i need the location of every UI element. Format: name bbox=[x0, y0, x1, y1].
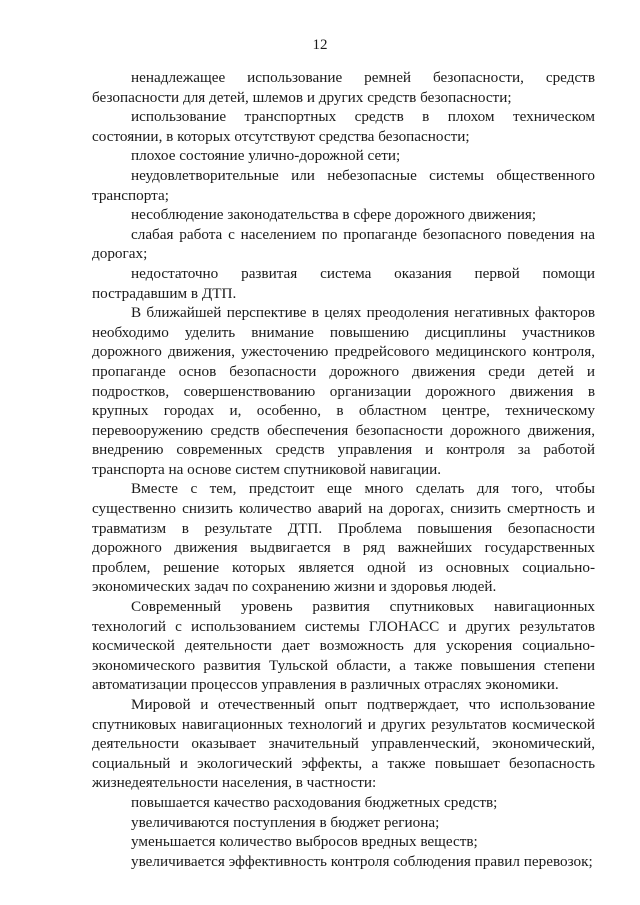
list-item: ненадлежащее использование ремней безопасности, средств безопасности для детей, шлемов и других средств безопасности; bbox=[92, 69, 595, 106]
paragraph: Мировой и отечественный опыт подтверждает, что использование спутниковых навигационных технологий и других результатов космической деятельности оказывает значительный управленческий, экономический, социальный и экологический эффекты, а также повышает безопасность жизнедеятельности населения, в частности: bbox=[92, 696, 595, 792]
list-item: повышается качество расходования бюджетных средств; bbox=[131, 793, 498, 811]
list-item: увеличивается эффективность контроля соблюдения правил перевозок; bbox=[131, 852, 593, 870]
paragraph: В ближайшей перспективе в целях преодоления негативных факторов необходимо уделить внимание повышению дисциплины участников дорожного движения, ужесточению предрейсового медицинского контроля, пропаганде основ безопасности дорожного движения среди детей и подростков, совершенствованию организации дорожного движения в крупных городах и, особенно, в областном центре, техническому перевооружению средств обеспечения безопасности дорожного движения, внедрению современных средств управления и контроля за работой транспорта на основе систем спутниковой навигации. bbox=[92, 304, 595, 478]
list-item: плохое состояние улично-дорожной сети; bbox=[131, 147, 401, 165]
list-item: недостаточно развитая система оказания первой помощи пострадавшим в ДТП. bbox=[92, 264, 595, 302]
list-item: слабая работа с населением по пропаганде безопасного поведения на дорогах; bbox=[92, 225, 595, 263]
paragraph: Вместе с тем, предстоит еще много сделать для того, чтобы существенно снизить количество аварий на дорогах, снизить смертность и травматизм в результате ДТП. Проблема повышения безопасности дорожного движения выдвигается в ряд важнейших государственных проблем, решение которых является одной из основных социально-экономических задач по сохранению жизни и здоровья людей. bbox=[92, 480, 595, 596]
list-item: использование транспортных средств в плохом техническом состоянии, в которых отсутствуют средства безопасности; bbox=[92, 108, 595, 145]
list-item: уменьшается количество выбросов вредных веществ; bbox=[131, 833, 478, 851]
paragraph: Современный уровень развития спутниковых навигационных технологий с использованием системы ГЛОНАСС и других результатов космической деятельности дает возможность для ускорения социально-экономического развития Тульской области, а также повышения степени автоматизации процессов управления в различных отраслях экономики. bbox=[92, 598, 595, 694]
list-item: увеличиваются поступления в бюджет региона; bbox=[131, 813, 440, 831]
list-item: несоблюдение законодательства в сфере дорожного движения; bbox=[131, 206, 537, 224]
list-item: неудовлетворительные или небезопасные системы общественного транспорта; bbox=[92, 166, 595, 204]
document-body bbox=[92, 68, 595, 871]
page-number: 12 bbox=[312, 37, 328, 53]
